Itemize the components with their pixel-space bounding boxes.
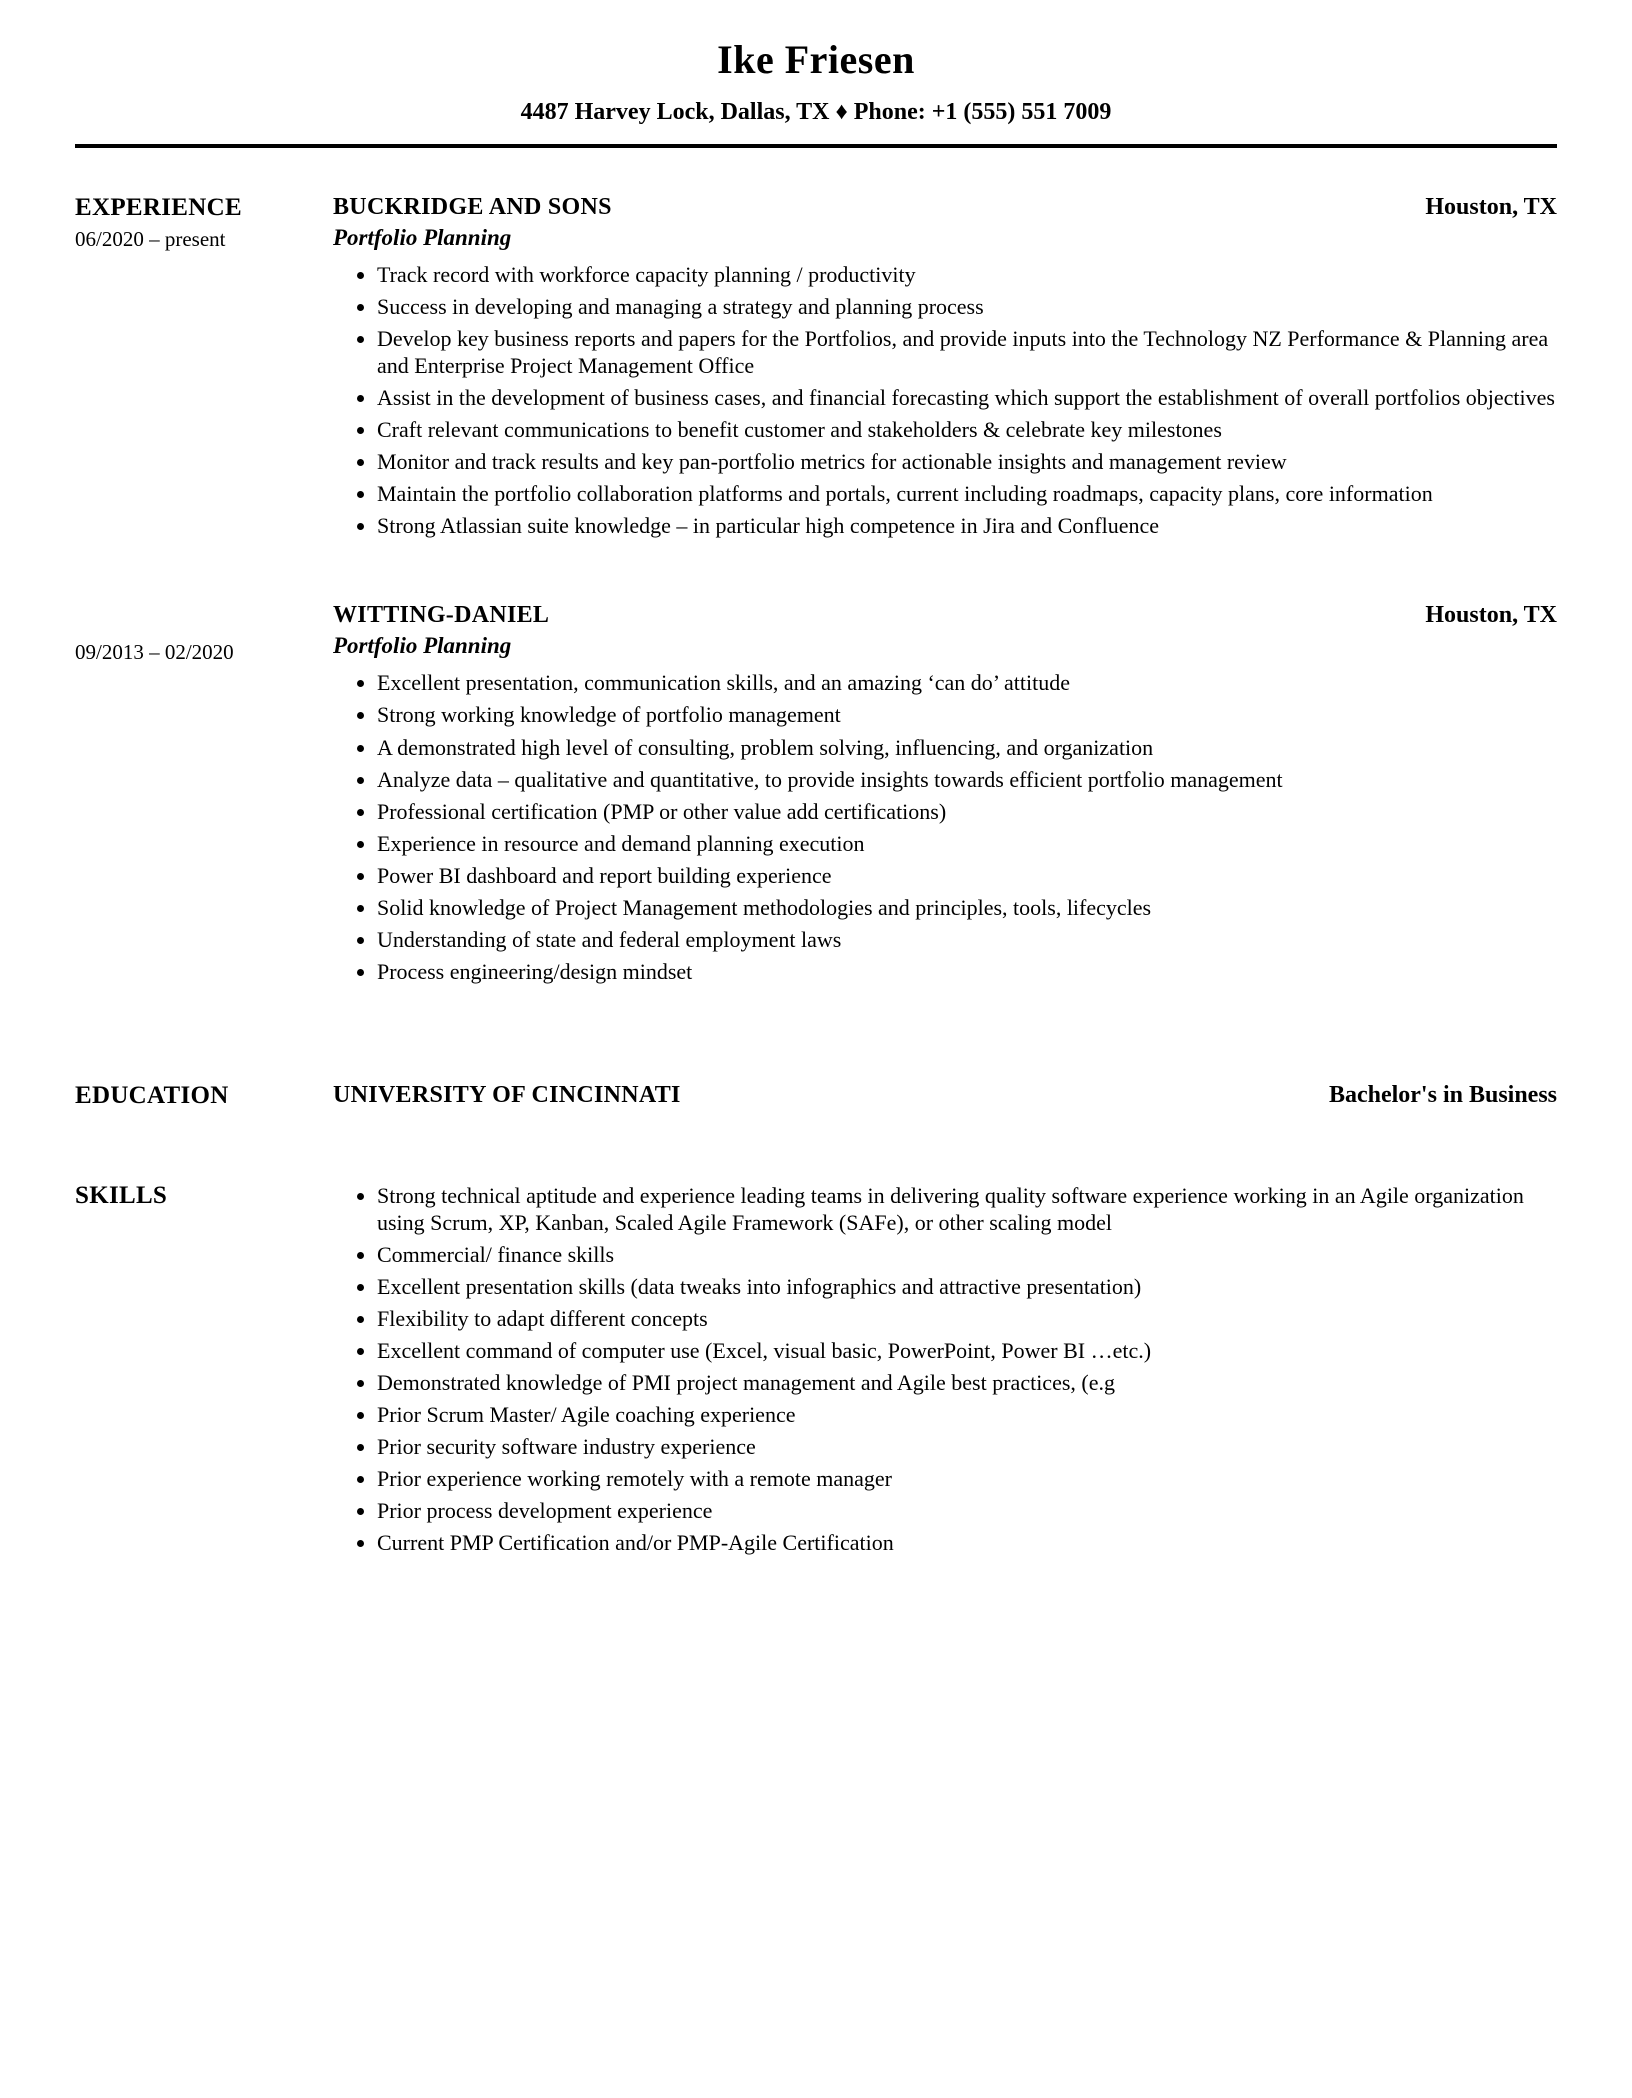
header-divider bbox=[75, 144, 1557, 148]
bullet-item: • Excellent presentation skills (data tweaks into infographics and attractive presentation) bbox=[377, 1273, 1557, 1300]
bullet-item: • Prior process development experience bbox=[377, 1497, 1557, 1524]
bullet-item: • Professional certification (PMP or other value add certifications) bbox=[377, 798, 1557, 825]
job-side-column bbox=[75, 602, 333, 665]
education-header-line bbox=[333, 1082, 1557, 1109]
job-title: Portfolio Planning bbox=[333, 633, 512, 659]
job-header-line bbox=[333, 602, 1557, 629]
bullet-item: • Prior Scrum Master/ Agile coaching experience bbox=[377, 1401, 1557, 1428]
education-section bbox=[75, 1082, 1557, 1110]
company-name: WITTING-DANIEL bbox=[333, 602, 550, 629]
skills-content bbox=[333, 1182, 1557, 1562]
bullet-item: • Assist in the development of business cases, and financial forecasting which support the establishment of overall portfolios objectives bbox=[377, 384, 1557, 411]
resume-header bbox=[75, 36, 1557, 148]
bullet-item: • Analyze data – qualitative and quantitative, to provide insights towards efficient portfolio management bbox=[377, 766, 1557, 793]
bullet-item: • Strong technical aptitude and experience leading teams in delivering quality software experience working in an Agile organization using Scrum, XP, Kanban, Scaled Agile Framework (SAFe), or other scaling model bbox=[377, 1182, 1557, 1236]
job-dates: 06/2020 – present bbox=[75, 227, 226, 251]
job-location: Houston, TX bbox=[1425, 602, 1557, 629]
job-header-line bbox=[333, 194, 1557, 221]
bullet-item: • Monitor and track results and key pan-portfolio metrics for actionable insights and management review bbox=[377, 448, 1557, 475]
skills-label: SKILLS bbox=[75, 1181, 168, 1209]
bullet-item: • Commercial/ finance skills bbox=[377, 1241, 1557, 1268]
bullet-item: • Understanding of state and federal employment laws bbox=[377, 926, 1557, 953]
education-label: EDUCATION bbox=[75, 1081, 229, 1109]
bullet-item: • Experience in resource and demand planning execution bbox=[377, 830, 1557, 857]
bullet-item: • Maintain the portfolio collaboration platforms and portals, current including roadmaps, capacity plans, core information bbox=[377, 480, 1557, 507]
job-bullet-list bbox=[333, 261, 1557, 539]
job-side-column bbox=[75, 194, 333, 252]
experience-jobs bbox=[75, 194, 1557, 990]
degree-name: Bachelor's in Business bbox=[1328, 1081, 1557, 1108]
bullet-item: • Flexibility to adapt different concepts bbox=[377, 1305, 1557, 1332]
school-name: UNIVERSITY OF CINCINNATI bbox=[333, 1081, 681, 1108]
job-bullet-list bbox=[333, 669, 1557, 984]
job-content bbox=[333, 602, 1557, 989]
bullet-item: • Prior security software industry experience bbox=[377, 1433, 1557, 1460]
bullet-item: • Prior experience working remotely with a remote manager bbox=[377, 1465, 1557, 1492]
experience-section bbox=[75, 194, 1557, 990]
bullet-item: • Success in developing and managing a strategy and planning process bbox=[377, 293, 1557, 320]
section-label: EXPERIENCE bbox=[75, 194, 242, 221]
bullet-item: • Track record with workforce capacity planning / productivity bbox=[377, 261, 1557, 288]
job-content bbox=[333, 194, 1557, 544]
bullet-item: • Solid knowledge of Project Management methodologies and principles, tools, lifecycles bbox=[377, 894, 1557, 921]
job-title: Portfolio Planning bbox=[333, 225, 512, 250]
skills-bullet-list bbox=[333, 1182, 1557, 1557]
bullet-item: • Craft relevant communications to benefit customer and stakeholders & celebrate key milestones bbox=[377, 416, 1557, 443]
candidate-name: Ike Friesen bbox=[717, 37, 915, 82]
skills-section bbox=[75, 1182, 1557, 1562]
education-side-column bbox=[75, 1082, 333, 1110]
company-name: BUCKRIDGE AND SONS bbox=[333, 194, 612, 220]
job-dates: 09/2013 – 02/2020 bbox=[75, 640, 234, 665]
bullet-item: • Develop key business reports and papers for the Portfolios, and provide inputs into the Technology NZ Performance & Planning area and Enterprise Project Management Office bbox=[377, 325, 1557, 379]
bullet-item: • Power BI dashboard and report building experience bbox=[377, 862, 1557, 889]
education-content bbox=[333, 1082, 1557, 1109]
bullet-item: • Demonstrated knowledge of PMI project management and Agile best practices, (e.g bbox=[377, 1369, 1557, 1396]
bullet-item: • Strong working knowledge of portfolio management bbox=[377, 701, 1557, 728]
bullet-item: • Current PMP Certification and/or PMP-Agile Certification bbox=[377, 1529, 1557, 1556]
contact-info: 4487 Harvey Lock, Dallas, TX ♦ Phone: +1 (555) 551 7009 bbox=[520, 99, 1112, 125]
bullet-item: • A demonstrated high level of consulting, problem solving, influencing, and organization bbox=[377, 734, 1557, 761]
bullet-item: • Excellent presentation, communication skills, and an amazing ‘can do’ attitude bbox=[377, 669, 1557, 696]
job-entry bbox=[75, 194, 1557, 544]
job-location: Houston, TX bbox=[1425, 194, 1557, 220]
bullet-item: • Strong Atlassian suite knowledge – in particular high competence in Jira and Confluence bbox=[377, 512, 1557, 539]
bullet-item: • Excellent command of computer use (Excel, visual basic, PowerPoint, Power BI …etc.) bbox=[377, 1337, 1557, 1364]
bullet-item: • Process engineering/design mindset bbox=[377, 958, 1557, 985]
job-entry bbox=[75, 602, 1557, 989]
skills-side-column bbox=[75, 1182, 333, 1210]
